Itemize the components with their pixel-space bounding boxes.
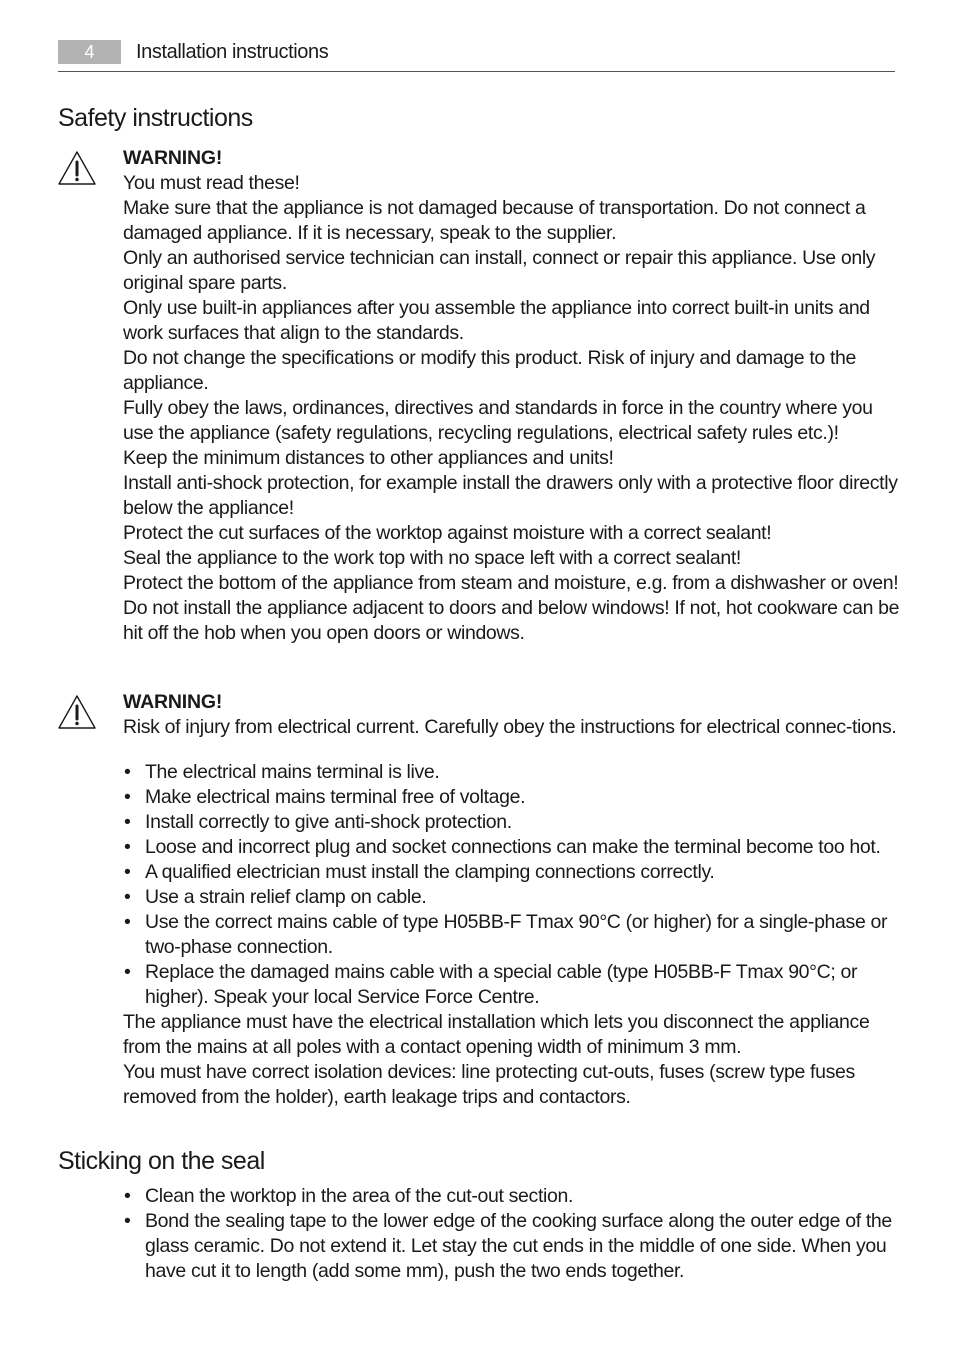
warning-block-electrical xyxy=(123,690,903,1110)
warning-title: WARNING! xyxy=(123,691,223,713)
list-item: • Clean the worktop in the area of the cut-out section. xyxy=(123,1184,903,1209)
list-item: • Install correctly to give anti-shock protection. xyxy=(123,810,903,835)
header-title: Installation instructions xyxy=(136,41,329,63)
page-number: 4 xyxy=(58,40,121,64)
page-header xyxy=(58,40,895,72)
warning-line: Make sure that the appliance is not damaged because of transportation. Do not connect a damaged appliance. If it is necessary, speak to the supplier. xyxy=(123,197,866,244)
warning-intro: Risk of injury from electrical current. Carefully obey the instructions for electrical connec-tions. xyxy=(123,716,897,738)
seal-instructions xyxy=(123,1184,903,1284)
list-item: • Use a strain relief clamp on cable. xyxy=(123,885,903,910)
warning-line: Seal the appliance to the work top with no space left with a correct sealant! xyxy=(123,547,741,569)
list-item: • Make electrical mains terminal free of voltage. xyxy=(123,785,903,810)
warning-line: Protect the bottom of the appliance from steam and moisture, e.g. from a dishwasher or oven! xyxy=(123,572,899,594)
warning-line: Protect the cut surfaces of the worktop against moisture with a correct sealant! xyxy=(123,522,772,544)
warning-line: Only use built-in appliances after you assemble the appliance into correct built-in units and work surfaces that align to the standards. xyxy=(123,297,870,344)
warning-line: Install anti-shock protection, for example install the drawers only with a protective floor directly below the appliance! xyxy=(123,472,898,519)
electrical-note: The appliance must have the electrical installation which lets you disconnect the appliance from the mains at all poles with a contact opening width of minimum 3 mm. xyxy=(123,1011,870,1058)
warning-line: Keep the minimum distances to other appliances and units! xyxy=(123,447,614,469)
warning-triangle-icon xyxy=(57,150,97,186)
list-item: • Use the correct mains cable of type H05BB-F Tmax 90°C (or higher) for a single-phase or two-phase connection. xyxy=(123,910,903,960)
list-item: • Loose and incorrect plug and socket connections can make the terminal become too hot. xyxy=(123,835,903,860)
electrical-note: You must have correct isolation devices: line protecting cut-outs, fuses (screw type fuses removed from the holder), earth leakage trips and contactors. xyxy=(123,1061,855,1108)
seal-bullet-list xyxy=(123,1184,903,1284)
warning-line: You must read these! xyxy=(123,172,300,194)
electrical-bullet-list xyxy=(123,760,903,1010)
list-item: • Bond the sealing tape to the lower edge of the cooking surface along the outer edge of the glass ceramic. Do not extend it. Let stay the cut ends in the middle of one side. When you have cut it to length (add some mm), push the two ends together. xyxy=(123,1209,903,1284)
warning-triangle-icon xyxy=(57,694,97,730)
safety-heading: Safety instructions xyxy=(58,104,253,132)
list-item: • A qualified electrician must install the clamping connections correctly. xyxy=(123,860,903,885)
warning-block-general xyxy=(123,146,903,646)
seal-heading: Sticking on the seal xyxy=(58,1147,265,1175)
warning-line: Do not change the specifications or modify this product. Risk of injury and damage to the appliance. xyxy=(123,347,857,394)
list-item: • Replace the damaged mains cable with a special cable (type H05BB-F Tmax 90°C; or higher). Speak your local Service Force Centre. xyxy=(123,960,903,1010)
warning-title: WARNING! xyxy=(123,147,223,169)
list-item: • The electrical mains terminal is live. xyxy=(123,760,903,785)
warning-line: Only an authorised service technician can install, connect or repair this appliance. Use only original spare parts. xyxy=(123,247,876,294)
warning-line: Do not install the appliance adjacent to doors and below windows! If not, hot cookware can be hit off the hob when you open doors or windows. xyxy=(123,597,900,644)
warning-line: Fully obey the laws, ordinances, directives and standards in force in the country where you use the appliance (safety regulations, recycling regulations, electrical safety rules etc.)! xyxy=(123,397,873,444)
